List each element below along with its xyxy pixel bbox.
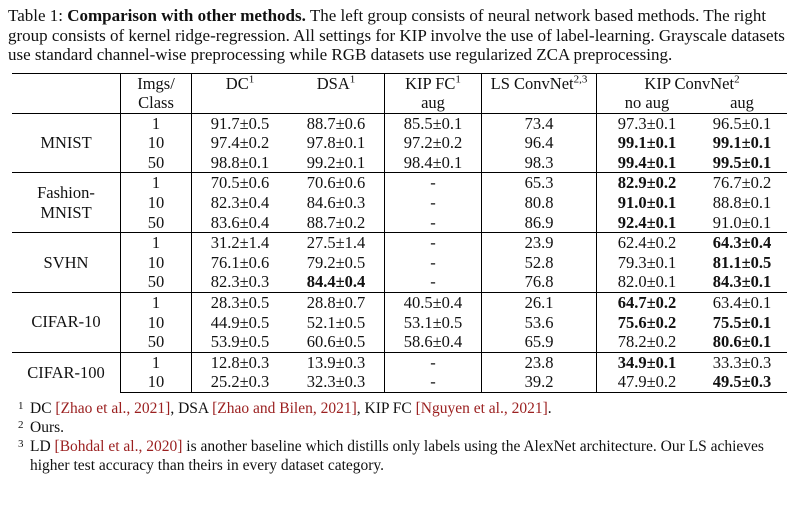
kip-convnet-noaug-value: 75.6±0.2: [617, 312, 677, 332]
images-per-class: 10: [121, 193, 192, 213]
kip-convnet-noaug-value: 99.1±0.1: [617, 133, 677, 153]
kip-convnet-aug-value: 84.3±0.1: [712, 272, 772, 292]
dsa-value: 52.1±0.5: [306, 312, 366, 332]
kip-convnet-aug-value: 81.1±0.5: [712, 252, 772, 272]
table-row: [12, 213, 787, 233]
dsa-value: 84.6±0.3: [306, 193, 366, 213]
table-row: [12, 253, 787, 273]
kip-fc-value: 98.4±0.1: [385, 153, 482, 173]
kip-fc-value: -: [385, 213, 482, 233]
kip-fc-value: 58.6±0.4: [385, 332, 482, 352]
kip-fc-value: 97.2±0.2: [385, 133, 482, 153]
ls-convnet-value: 65.3: [482, 173, 597, 193]
kip-fc-value: 85.5±0.1: [385, 113, 482, 133]
header-imgs: Imgs/: [121, 73, 192, 93]
dsa-value: 13.9±0.3: [288, 352, 385, 372]
kip-convnet-aug-value: 33.3±0.3: [697, 352, 787, 372]
dsa-value: 99.2±0.1: [306, 152, 366, 172]
table-row: [12, 372, 787, 392]
header-dc-blank: [192, 93, 289, 113]
dc-value: 82.3±0.4: [210, 193, 270, 213]
images-per-class: 1: [121, 113, 192, 133]
dsa-value: 88.7±0.2: [306, 212, 366, 232]
kip-fc-value: 53.1±0.5: [385, 313, 482, 333]
kip-convnet-noaug-value: 91.0±0.1: [617, 193, 677, 213]
header-dataset-blank: [12, 73, 121, 93]
ls-convnet-value: 80.8: [482, 193, 597, 213]
table-row: [12, 133, 787, 153]
images-per-class: 1: [121, 173, 192, 193]
header-aug: aug: [697, 93, 787, 113]
kip-fc-value: 40.5±0.4: [385, 293, 482, 313]
header-kip-fc: KIP $FC^1$: [385, 73, 482, 93]
kip-convnet-noaug-value: 92.4±0.1: [617, 212, 677, 232]
table-row: [12, 332, 787, 352]
kip-convnet-aug-value: 80.6±0.1: [712, 332, 772, 352]
dsa-value: 60.6±0.5: [306, 332, 366, 352]
kip-convnet-noaug-value: 34.9±0.1: [597, 352, 698, 372]
dataset-name: Fashion- MNIST: [12, 173, 121, 233]
header-dsa: DSA$^1$: [288, 73, 385, 93]
ls-convnet-value: 53.6: [482, 313, 597, 333]
kip-convnet-aug-value: 64.3±0.4: [697, 233, 787, 253]
ls-convnet-value: 23.8: [482, 352, 597, 372]
header-row-1: [12, 73, 787, 93]
images-per-class: 10: [121, 133, 192, 153]
images-per-class: 10: [121, 313, 192, 333]
dataset-name: SVHN: [12, 233, 121, 293]
dc-value: 91.7±0.5: [210, 113, 270, 133]
kip-convnet-aug-value: 49.5±0.3: [697, 372, 787, 392]
dsa-value: 27.5±1.4: [288, 233, 385, 253]
dc-value: 31.2±1.4: [192, 233, 289, 253]
kip-convnet-noaug-value: 64.7±0.2: [597, 293, 698, 313]
dc-value: 70.5±0.6: [192, 173, 289, 193]
table-body: [12, 113, 787, 392]
table-row: [12, 293, 787, 313]
dsa-value: 84.4±0.4: [306, 272, 366, 292]
ls-convnet-value: 65.9: [482, 332, 597, 352]
citation-link[interactable]: [Zhao and Bilen, 2021]: [212, 400, 357, 417]
dc-value: 97.4±0.2: [210, 133, 270, 153]
kip-fc-value: -: [385, 352, 482, 372]
kip-fc-value: -: [385, 253, 482, 273]
header-row-2: [12, 93, 787, 113]
dataset-name: MNIST: [12, 113, 121, 173]
table-row: [12, 153, 787, 173]
dc-value: 83.6±0.4: [210, 212, 270, 232]
header-kip-convnet: KIP ConvNet$^2$: [597, 73, 788, 93]
images-per-class: 1: [121, 293, 192, 313]
footnotes: [8, 399, 792, 475]
ls-convnet-value: 26.1: [482, 293, 597, 313]
table-row: [12, 113, 787, 133]
images-per-class: 50: [121, 272, 192, 292]
dc-value: 12.8±0.3: [192, 352, 289, 372]
caption-title: Comparison with other methods.: [67, 6, 306, 25]
dsa-value: 88.7±0.6: [306, 113, 366, 133]
images-per-class: 10: [121, 253, 192, 273]
ls-convnet-value: 96.4: [482, 133, 597, 153]
kip-convnet-aug-value: 88.8±0.1: [712, 193, 772, 213]
table-row: [12, 173, 787, 193]
kip-convnet-aug-value: 75.5±0.1: [712, 312, 772, 332]
dc-value: 76.1±0.6: [210, 252, 270, 272]
table-row: [12, 233, 787, 253]
kip-fc-value: -: [385, 173, 482, 193]
ls-convnet-value: 76.8: [482, 272, 597, 292]
dc-value: 44.9±0.5: [210, 312, 270, 332]
table-caption: [8, 6, 792, 65]
kip-convnet-aug-value: 99.1±0.1: [712, 133, 772, 153]
caption-body: The left group consists of neural network based methods. The right group consists of kernel ridge-regression. All settings for KIP involve the use of label-learning. Grayscale datasets use standard channel-wise preprocessing while RGB datasets use regularized ZCA preprocessing.: [8, 6, 785, 64]
dsa-value: 32.3±0.3: [288, 372, 385, 392]
kip-convnet-noaug-value: 79.3±0.1: [617, 252, 677, 272]
header-class: Class: [121, 93, 192, 113]
dsa-value: 28.8±0.7: [288, 293, 385, 313]
kip-convnet-noaug-value: 97.3±0.1: [617, 113, 677, 133]
ls-convnet-value: 52.8: [482, 253, 597, 273]
citation-link[interactable]: [Nguyen et al., 2021]: [415, 400, 548, 417]
kip-fc-value: -: [385, 272, 482, 292]
dc-value: 28.3±0.5: [192, 293, 289, 313]
citation-link[interactable]: [Zhao et al., 2021]: [55, 400, 171, 417]
dc-value: 25.2±0.3: [192, 372, 289, 392]
table-row: [12, 313, 787, 333]
images-per-class: 50: [121, 332, 192, 352]
table-row: [12, 272, 787, 292]
kip-convnet-aug-value: 91.0±0.1: [712, 212, 772, 232]
kip-convnet-noaug-value: 82.0±0.1: [617, 272, 677, 292]
dc-value: 53.9±0.5: [210, 332, 270, 352]
header-ls-blank: [482, 93, 597, 113]
kip-fc-value: -: [385, 233, 482, 253]
table-row: [12, 352, 787, 372]
ls-convnet-value: 23.9: [482, 233, 597, 253]
comparison-table: [12, 73, 787, 394]
kip-fc-value: -: [385, 193, 482, 213]
images-per-class: 50: [121, 153, 192, 173]
footnote-3: 3 LD [Bohdal et al., 2020] is another baseline which distills only labels using the AlexNet architecture. Our LS achieves higher test accuracy than theirs in every dataset category.: [18, 438, 764, 474]
header-dsa-blank: [288, 93, 385, 113]
ls-convnet-value: 73.4: [482, 113, 597, 133]
kip-convnet-noaug-value: 99.4±0.1: [617, 152, 677, 172]
images-per-class: 1: [121, 352, 192, 372]
caption-label: Table 1:: [8, 6, 63, 25]
kip-convnet-noaug-value: 78.2±0.2: [617, 332, 677, 352]
header-kip-fc-aug: aug: [385, 93, 482, 113]
header-no-aug: no aug: [597, 93, 698, 113]
ls-convnet-value: 39.2: [482, 372, 597, 392]
header-ls-convnet: LS ConvNet$^{2,3}$: [482, 73, 597, 93]
images-per-class: 10: [121, 372, 192, 392]
kip-convnet-aug-value: 99.5±0.1: [712, 152, 772, 172]
table-row: [12, 193, 787, 213]
images-per-class: 1: [121, 233, 192, 253]
header-dc: $DC^1$: [192, 73, 289, 93]
ls-convnet-value: 86.9: [482, 213, 597, 233]
footnote-1: 1 DC [Zhao et al., 2021], DSA [Zhao and Bilen, 2021], KIP FC [Nguyen et al., 2021].: [18, 400, 552, 417]
kip-convnet-aug-value: 96.5±0.1: [712, 113, 772, 133]
citation-link[interactable]: [Bohdal et al., 2020]: [54, 438, 183, 455]
dsa-value: 79.2±0.5: [306, 252, 366, 272]
dataset-name: CIFAR-10: [12, 293, 121, 353]
dsa-value: 97.8±0.1: [306, 133, 366, 153]
kip-convnet-aug-value: 63.4±0.1: [697, 293, 787, 313]
footnote-2: 2 Ours.: [18, 419, 65, 436]
dsa-value: 70.6±0.6: [288, 173, 385, 193]
kip-convnet-noaug-value: 47.9±0.2: [597, 372, 698, 392]
dataset-name: CIFAR-100: [12, 352, 121, 392]
kip-convnet-aug-value: 76.7±0.2: [697, 173, 787, 193]
dc-value: 98.8±0.1: [210, 152, 270, 172]
kip-fc-value: -: [385, 372, 482, 392]
ls-convnet-value: 98.3: [482, 153, 597, 173]
images-per-class: 50: [121, 213, 192, 233]
kip-convnet-noaug-value: 82.9±0.2: [597, 173, 698, 193]
header-dataset-blank-2: [12, 93, 121, 113]
kip-convnet-noaug-value: 62.4±0.2: [597, 233, 698, 253]
dc-value: 82.3±0.3: [210, 272, 270, 292]
